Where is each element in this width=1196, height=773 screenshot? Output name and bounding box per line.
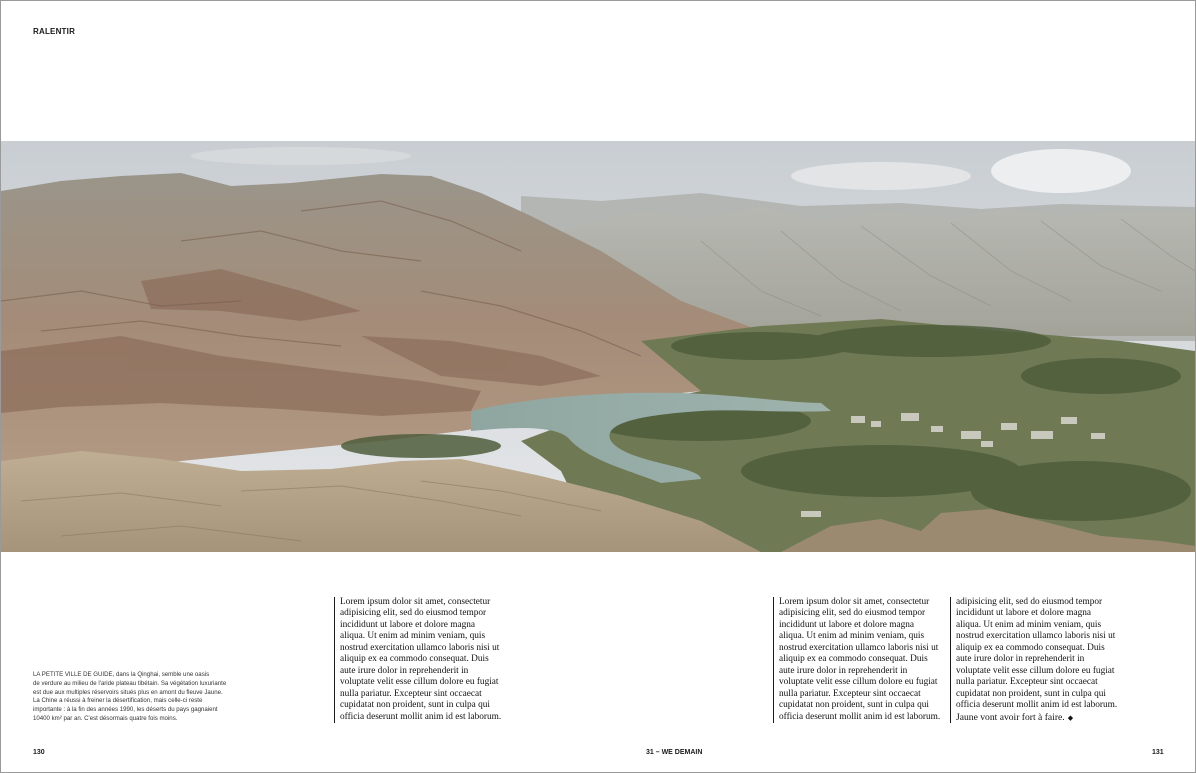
mountain-valley-photo xyxy=(1,141,1195,552)
body-line: adipisicing elit, sed do eiusmod tempor xyxy=(340,608,487,619)
caption-line: de verdure au milieu de l'aride plateau tibétain. Sa végétation luxuriante xyxy=(33,679,227,687)
body-line: nostrud exercitation ullamco laboris nisi ut xyxy=(956,631,1116,642)
section-label: RALENTIR xyxy=(33,27,76,36)
body-line: cupidatat non proident, sunt in culpa qui xyxy=(340,700,491,711)
caption-line: importante : à la fin des années 1990, les déserts du pays gagnaient xyxy=(33,706,218,714)
end-mark-icon: ◆ xyxy=(1067,713,1074,722)
body-line: adipisicing elit, sed do eiusmod tempor xyxy=(779,608,926,619)
body-line: aute irure dolor in reprehenderit in xyxy=(779,665,908,676)
closing-sentence: Jaune vont avoir fort à faire. xyxy=(956,711,1065,723)
body-line: aliquip ex ea commodo consequat. Duis xyxy=(779,654,928,665)
text-column-right xyxy=(950,597,1134,723)
body-line: cupidatat non proident, sunt in culpa qui xyxy=(956,688,1107,699)
body-line: aliquip ex ea commodo consequat. Duis xyxy=(340,654,489,665)
caption-lead: LA PETITE VILLE DE GUIDE, xyxy=(33,671,115,678)
body-line: officia deserunt mollit anim id est laborum. xyxy=(340,711,502,722)
text-column-middle xyxy=(773,597,951,723)
body-line: officia deserunt mollit anim id est laborum. xyxy=(779,711,941,722)
page-number-right: 131 xyxy=(1152,749,1164,756)
body-line: voluptate velit esse cillum dolore eu fugiat xyxy=(340,677,499,688)
closing-line xyxy=(956,712,1134,724)
body-line: Lorem ipsum dolor sit amet, consectetur xyxy=(779,597,930,607)
body-line: adipisicing elit, sed do eiusmod tempor xyxy=(956,597,1103,607)
body-line: incididunt ut labore et dolore magna xyxy=(779,619,915,630)
body-line: aliquip ex ea commodo consequat. Duis xyxy=(956,642,1105,653)
body-line: incididunt ut labore et dolore magna xyxy=(956,608,1092,619)
photo-caption xyxy=(33,671,248,724)
page-number-left: 130 xyxy=(33,749,45,756)
body-line: incididunt ut labore et dolore magna xyxy=(340,619,476,630)
body-line: aute irure dolor in reprehenderit in xyxy=(340,665,469,676)
body-line: Lorem ipsum dolor sit amet, consectetur xyxy=(340,597,491,607)
body-line: nulla pariatur. Excepteur sint occaecat xyxy=(779,688,921,699)
body-line: voluptate velit esse cillum dolore eu fugiat xyxy=(956,665,1115,676)
body-line: aliqua. Ut enim ad minim veniam, quis xyxy=(779,631,925,642)
body-line: nostrud exercitation ullamco laboris nisi ut xyxy=(340,642,500,653)
caption-line: dans la Qinghai, semble une oasis xyxy=(115,671,210,678)
body-line: aliqua. Ut enim ad minim veniam, quis xyxy=(956,619,1102,630)
body-line: nostrud exercitation ullamco laboris nisi ut xyxy=(779,642,939,653)
text-column-left xyxy=(334,597,516,723)
caption-line: est due aux multiples réservoirs situés plus en amont du fleuve Jaune. xyxy=(33,688,223,696)
body-line: voluptate velit esse cillum dolore eu fugiat xyxy=(779,677,938,688)
magazine-issue: 31 – WE DEMAIN xyxy=(646,749,703,756)
body-line: nulla pariatur. Excepteur sint occaecat xyxy=(340,688,482,699)
body-line: aute irure dolor in reprehenderit in xyxy=(956,654,1085,665)
caption-line: 10400 km² par an. C'est désormais quatre fois moins. xyxy=(33,714,178,722)
body-line: officia deserunt mollit anim id est laborum. xyxy=(956,700,1118,711)
caption-line: La Chine a réussi à freiner la désertification, mais celle-ci reste xyxy=(33,697,203,705)
body-line: cupidatat non proident, sunt in culpa qui xyxy=(779,700,930,711)
body-line: aliqua. Ut enim ad minim veniam, quis xyxy=(340,631,486,642)
body-line: nulla pariatur. Excepteur sint occaecat xyxy=(956,677,1098,688)
